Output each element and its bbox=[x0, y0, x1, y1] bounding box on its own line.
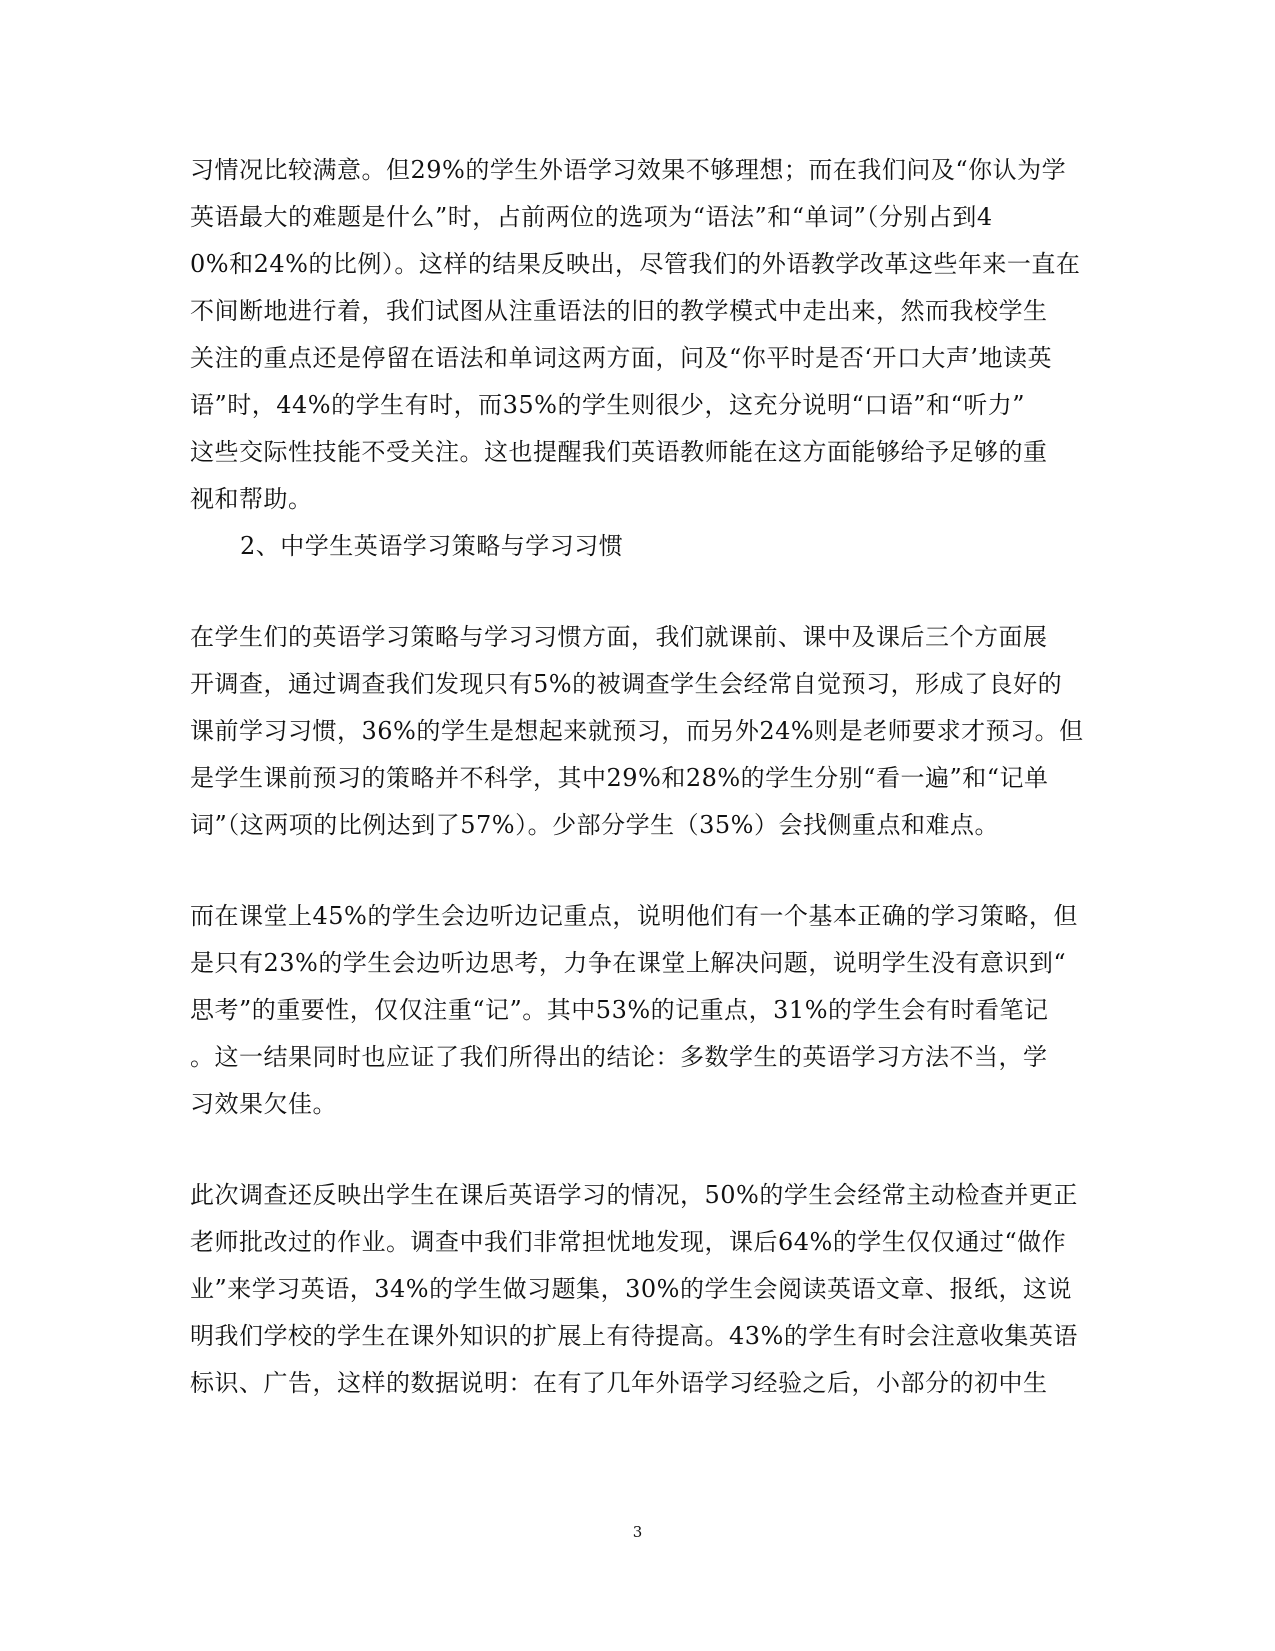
body-text-line: 关注的重点还是停留在语法和单词这两方面，问及“你平时是否‘开口大声’地读英 bbox=[190, 344, 1053, 372]
body-text-line: 是只有23%的学生会边听边思考，力争在课堂上解决问题，说明学生没有意识到“ bbox=[190, 949, 1067, 977]
body-text-line: 这些交际性技能不受关注。这也提醒我们英语教师能在这方面能够给予足够的重 bbox=[190, 438, 1048, 466]
body-text-line: 思考”的重要性，仅仅注重“记”。其中53%的记重点，31%的学生会有时看笔记 bbox=[190, 996, 1049, 1024]
section-heading: 2、中学生英语学习策略与学习习惯 bbox=[240, 532, 624, 560]
body-text-line: 不间断地进行着，我们试图从注重语法的旧的教学模式中走出来，然而我校学生 bbox=[190, 297, 1048, 325]
body-text-line: 而在课堂上45%的学生会边听边记重点，说明他们有一个基本正确的学习策略，但 bbox=[190, 902, 1078, 930]
body-text-line: 英语最大的难题是什么”时，占前两位的选项为“语法”和“单词”（分别占到4 bbox=[190, 203, 993, 231]
body-text-line: 老师批改过的作业。调查中我们非常担忧地发现，课后64%的学生仅仅通过“做作 bbox=[190, 1228, 1067, 1256]
body-text-line: 词”（这两项的比例达到了57%）。少部分学生（35%）会找侧重点和难点。 bbox=[190, 811, 999, 839]
body-text-line: 0%和24%的比例）。这样的结果反映出，尽管我们的外语教学改革这些年来一直在 bbox=[190, 250, 1081, 278]
body-text-line: 语”时，44%的学生有时，而35%的学生则很少，这充分说明“口语”和“听力” bbox=[190, 391, 1026, 419]
body-text-line: 在学生们的英语学习策略与学习习惯方面，我们就课前、课中及课后三个方面展 bbox=[190, 623, 1048, 651]
body-text-line: 习效果欠佳。 bbox=[190, 1090, 337, 1118]
body-text-line: 视和帮助。 bbox=[190, 485, 313, 513]
body-text-line: 开调查，通过调查我们发现只有5%的被调查学生会经常自觉预习，形成了良好的 bbox=[190, 670, 1063, 698]
body-text-line: 。这一结果同时也应证了我们所得出的结论：多数学生的英语学习方法不当，学 bbox=[190, 1043, 1048, 1071]
body-text-line: 明我们学校的学生在课外知识的扩展上有待提高。43%的学生有时会注意收集英语 bbox=[190, 1322, 1078, 1350]
body-text-line: 习情况比较满意。但29%的学生外语学习效果不够理想；而在我们问及“你认为学 bbox=[190, 156, 1067, 184]
body-text-line: 是学生课前预习的策略并不科学，其中29%和28%的学生分别“看一遍”和“记单 bbox=[190, 764, 1049, 792]
body-text-line: 标识、广告，这样的数据说明：在有了几年外语学习经验之后，小部分的初中生 bbox=[190, 1369, 1048, 1397]
body-text-line: 业”来学习英语，34%的学生做习题集，30%的学生会阅读英语文章、报纸，这说 bbox=[190, 1275, 1072, 1303]
page-number: 3 bbox=[632, 1523, 643, 1541]
body-text-line: 课前学习习惯，36%的学生是想起来就预习，而另外24%则是老师要求才预习。但 bbox=[190, 717, 1084, 745]
body-text-line: 此次调查还反映出学生在课后英语学习的情况，50%的学生会经常主动检查并更正 bbox=[190, 1181, 1078, 1209]
